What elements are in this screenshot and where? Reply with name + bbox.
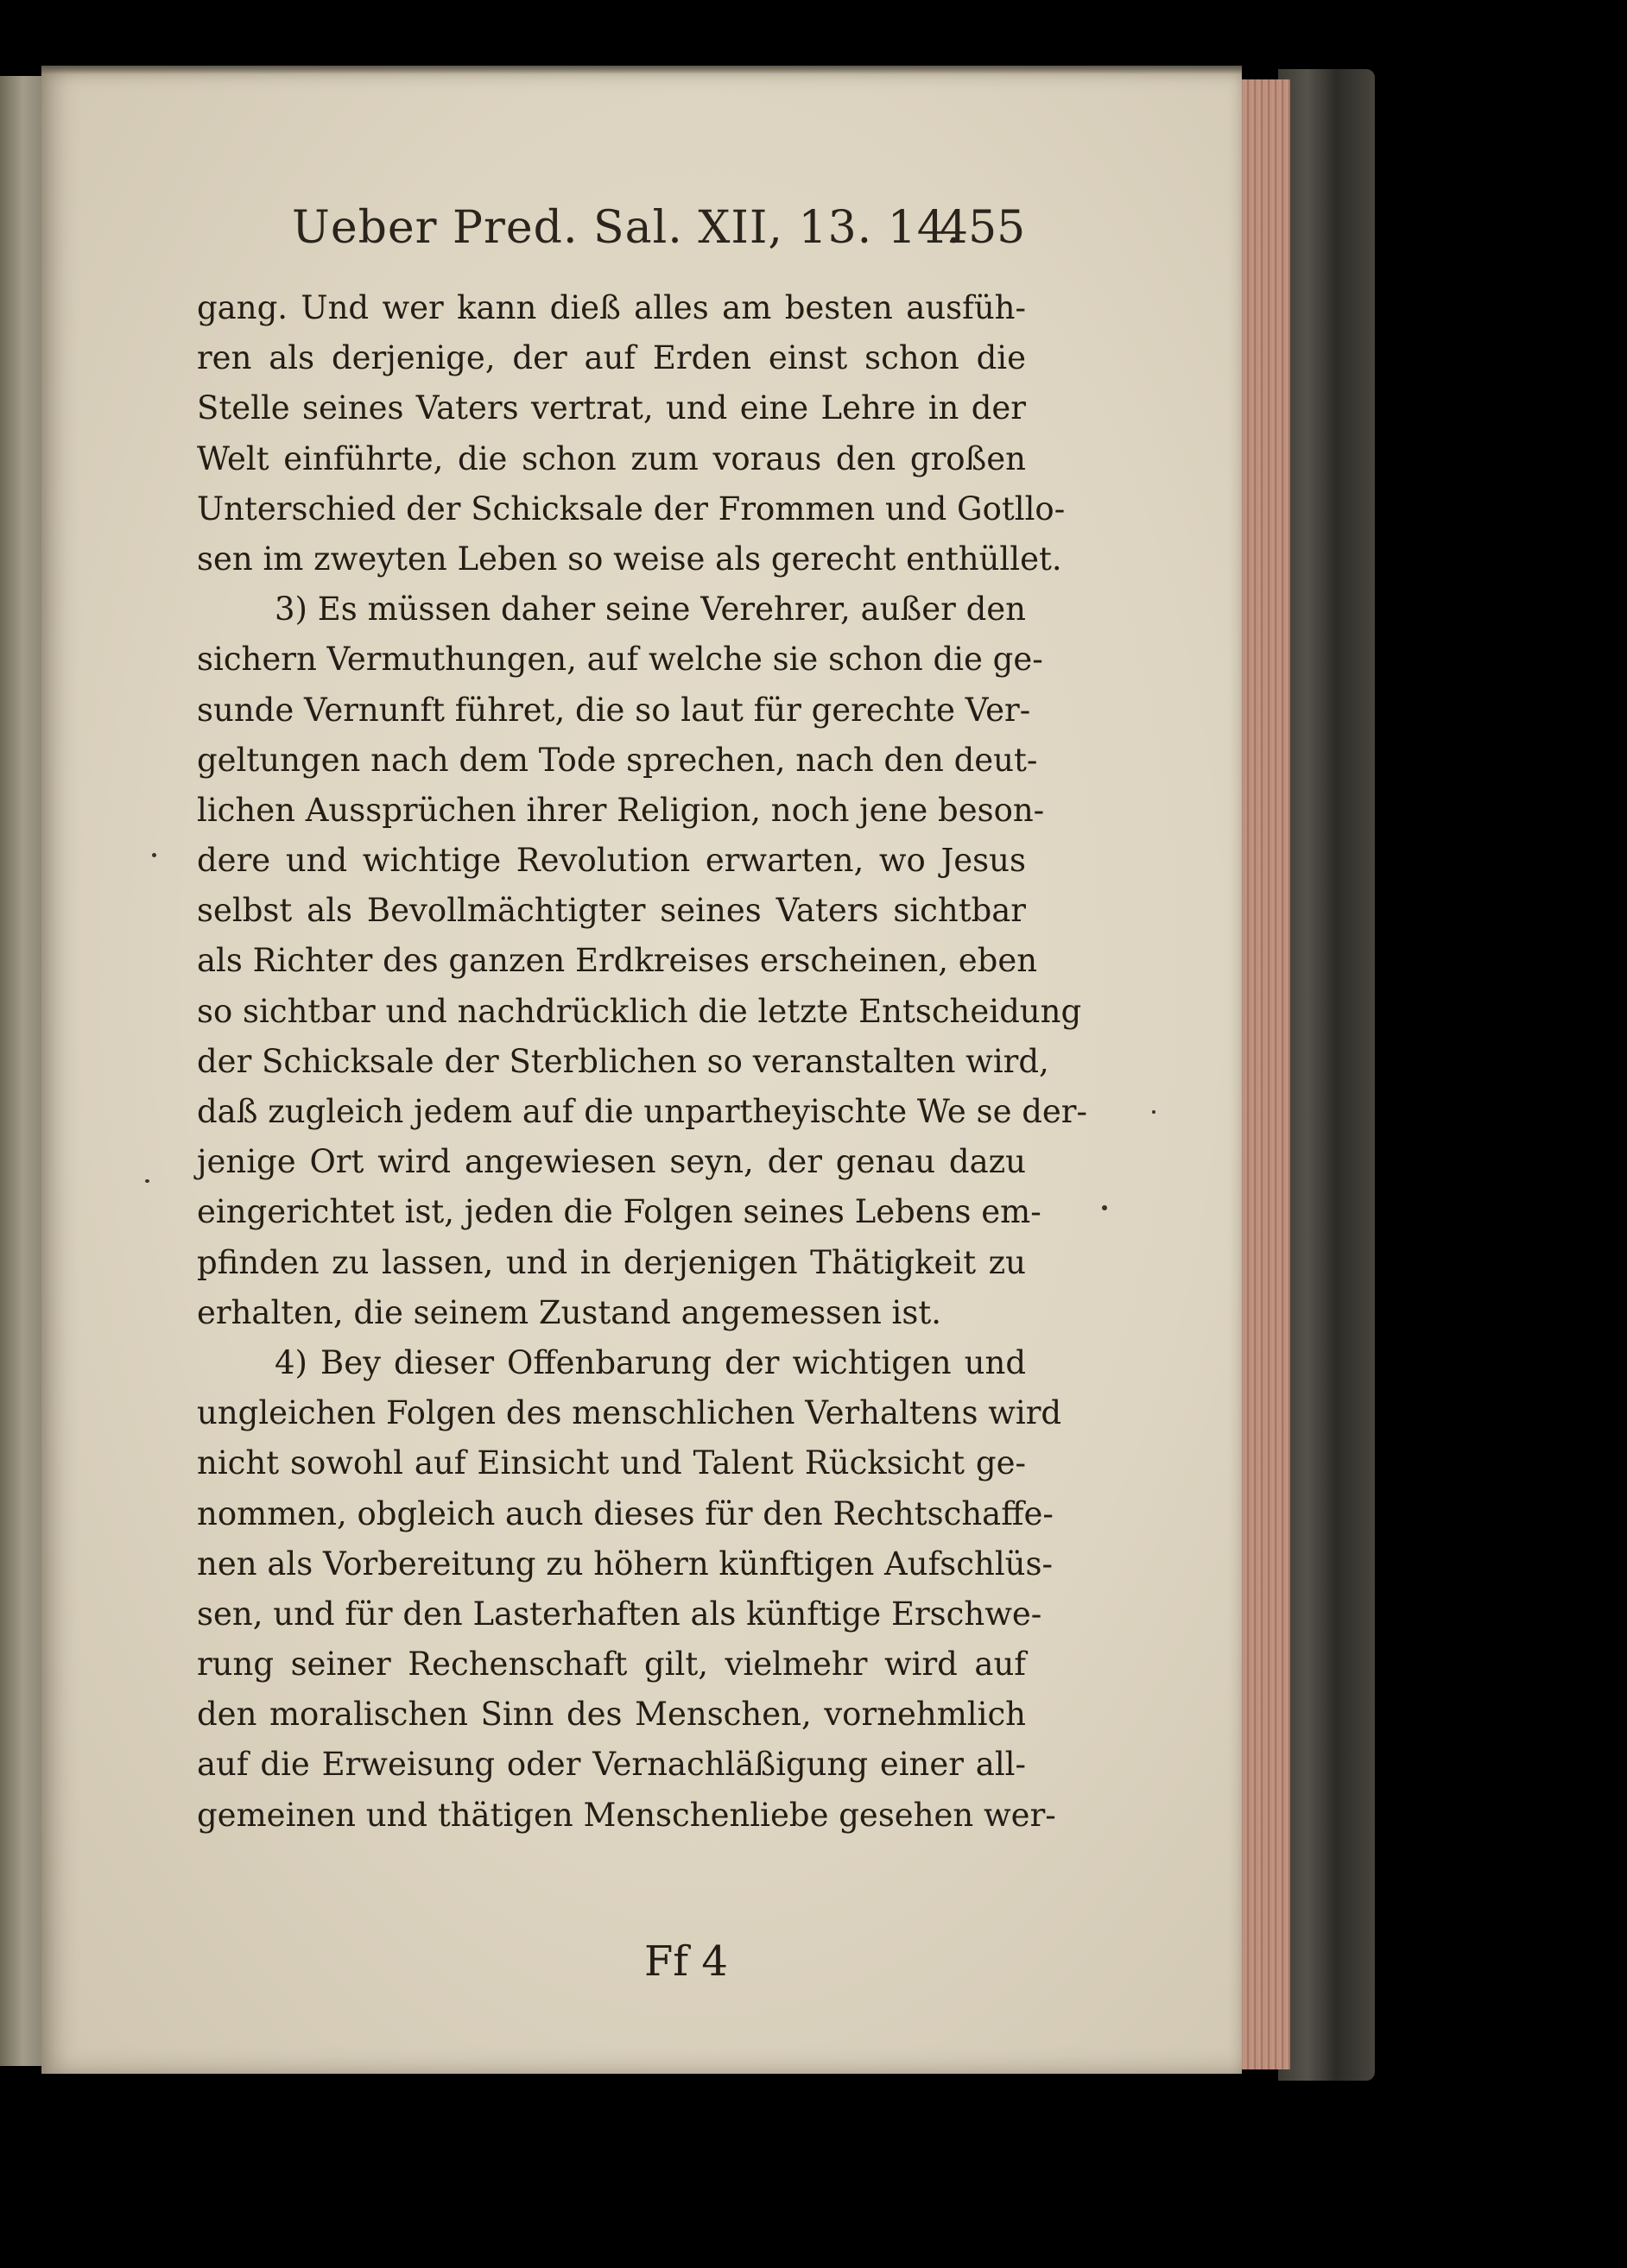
- text-line: gang. Und wer kann dieß alles am besten ausfüh-: [197, 289, 1026, 326]
- body-text: [197, 283, 1087, 1841]
- text-line: so sichtbar und nachdrücklich die letzte Entscheidung: [197, 992, 1082, 1030]
- text-line: der Schicksale der Sterblichen so veranstalten wird,: [197, 1042, 1049, 1080]
- paragraph-start-line: 4) Bey dieser Offenbarung der wichtigen und: [275, 1343, 1026, 1381]
- text-line: den moralischen Sinn des Menschen, vornehmlich: [197, 1696, 1026, 1734]
- adjacent-page-edge: [0, 76, 41, 2066]
- text-line: geltungen nach dem Tode sprechen, nach den deut-: [197, 741, 1038, 779]
- page-header: [292, 202, 1155, 271]
- text-line: ungleichen Folgen des menschlichen Verhaltens wird: [197, 1394, 1062, 1432]
- page-stack-edge: [1237, 79, 1290, 2069]
- text-line: pfinden zu lassen, und in derjenigen Thätigkeit zu: [197, 1243, 1026, 1281]
- text-line: als Richter des ganzen Erdkreises erscheinen, eben: [197, 942, 1038, 980]
- page-top-shadow: [41, 66, 1242, 74]
- paper-speck: [152, 853, 156, 857]
- book-cover-edge: [1278, 69, 1375, 2081]
- text-line: rung seiner Rechenschaft gilt, vielmehr wird auf: [197, 1646, 1026, 1684]
- text-line: sunde Vernunft führet, die so laut für gerechte Ver-: [197, 691, 1031, 729]
- text-line: nommen, obgleich auch dieses für den Rechtschaffe-: [197, 1494, 1054, 1532]
- text-line: eingerichtet ist, jeden die Folgen seines Lebens em-: [197, 1193, 1041, 1231]
- book-page: [41, 66, 1242, 2074]
- text-line: ren als derjenige, der auf Erden einst schon die: [197, 339, 1026, 377]
- signature-mark: Ff 4: [644, 1937, 728, 1986]
- text-line: jenige Ort wird angewiesen seyn, der genau dazu: [197, 1143, 1026, 1181]
- paper-speck: [1102, 1205, 1107, 1210]
- text-line: selbst als Bevollmächtigter seines Vaters sichtbar: [197, 892, 1026, 930]
- page-number: 455: [940, 202, 1026, 254]
- text-line: sichern Vermuthungen, auf welche sie schon die ge-: [197, 641, 1043, 679]
- text-line: daß zugleich jedem auf die unpartheyischte We se der-: [197, 1093, 1087, 1130]
- text-line: auf die Erweisung oder Vernachläßigung einer all-: [197, 1746, 1026, 1784]
- paper-speck: [145, 1179, 149, 1183]
- text-line: sen im zweyten Leben so weise als gerecht enthüllet.: [197, 540, 1062, 578]
- paper-speck: [1152, 1110, 1155, 1114]
- text-line: nen als Vorbereitung zu höhern künftigen Aufschlüs-: [197, 1545, 1053, 1583]
- paragraph-start-line: 3) Es müssen daher seine Verehrer, außer den: [275, 591, 1026, 629]
- text-line: nicht sowohl auf Einsicht und Talent Rücksicht ge-: [197, 1444, 1026, 1482]
- text-line: dere und wichtige Revolution erwarten, wo Jesus: [197, 842, 1026, 880]
- text-line: gemeinen und thätigen Menschenliebe gesehen wer-: [197, 1796, 1056, 1834]
- text-line: Stelle seines Vaters vertrat, und eine Lehre in der: [197, 389, 1026, 427]
- text-line: lichen Aussprüchen ihrer Religion, noch jene beson-: [197, 791, 1045, 829]
- text-line: Unterschied der Schicksale der Frommen und Gotllo-: [197, 490, 1066, 528]
- running-title: Ueber Pred. Sal. XII, 13. 14.: [292, 202, 962, 254]
- paragraph-end-line: erhalten, die seinem Zustand angemessen ist.: [197, 1293, 941, 1331]
- text-line: sen, und für den Lasterhaften als künftige Erschwe-: [197, 1595, 1042, 1633]
- text-line: Welt einführte, die schon zum voraus den großen: [197, 439, 1026, 477]
